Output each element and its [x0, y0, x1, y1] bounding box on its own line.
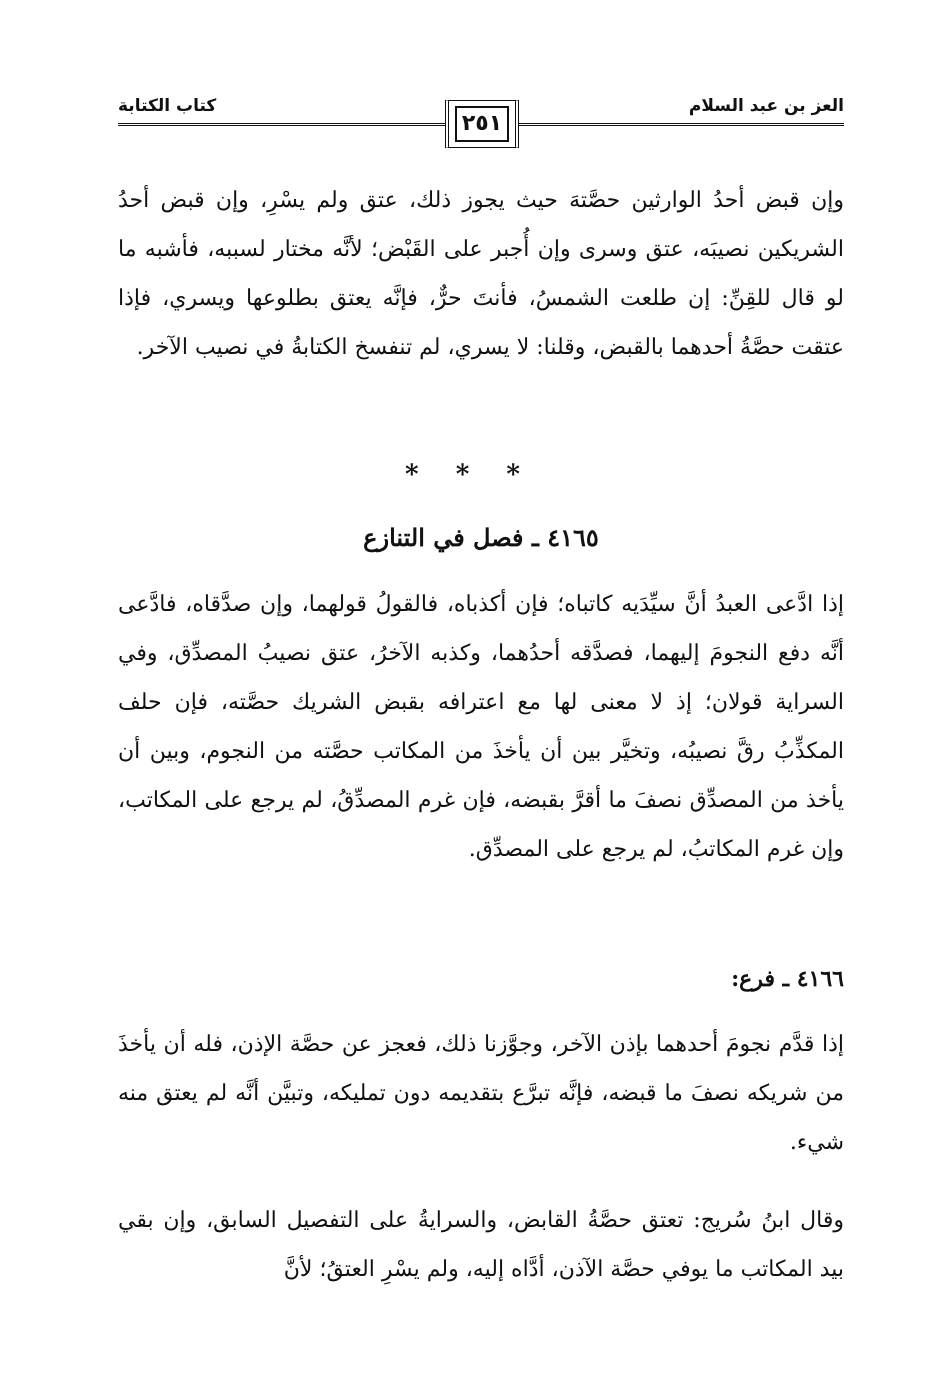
page-number: ٢٥١: [455, 106, 509, 142]
paragraph-3: إذا قدَّم نجومَ أحدهما بإذن الآخر، وجوَّزنا ذلك، فعجز عن حصَّة الإذن، فله أن يأخذَ من شريكه نصفَ ما قبضه، فإنَّه تبرَّع بتقديمه دون تمليكه، وتبيَّن أنَّه لم يعتق منه شيء.: [118, 1032, 844, 1155]
section-heading: ٤١٦٥ ـ فصل في التنازع: [363, 523, 599, 552]
page-number-frame: [445, 100, 519, 148]
branch-heading: ٤١٦٦ ـ فرع:: [731, 966, 844, 992]
paragraph-4: وقال ابنُ سُريج: تعتق حصَّةُ القابض، والسرايةُ على التفصيل السابق، وإن بقي بيد المكاتب ما يوفي حصَّة الآذن، أدَّاه إليه، ولم يسْرِ العتقُ؛ لأنَّ: [118, 1208, 844, 1282]
section-divider-stars: * * *: [405, 460, 534, 490]
book-title: كتاب الكتابة: [118, 96, 217, 116]
author-title: العز بن عبد السلام: [688, 96, 844, 116]
paragraph-2: إذا ادَّعى العبدُ أنَّ سيِّدَيه كاتباه؛ فإن أكذباه، فالقولُ قولهما، وإن صدَّقاه، فادَّعى أنَّه دفع النجومَ إليهما، فصدَّقه أحدُهما، وكذبه الآخرُ، عتق نصيبُ المصدِّق، وفي السراية قولان؛ إذ لا معنى لها مع اعترافه بقبض الشريك حصَّته، فإن حلف المكذِّبُ رقَّ نصيبُه، وتخيَّر بين أن يأخذَ من المكاتب حصَّته من النجوم، وبين أن يأخذ من المصدِّق نصفَ ما أقرَّ بقبضه، فإن غرم المصدِّقُ، لم يرجع على المكاتب، وإن غرم المكاتبُ، لم يرجع على المصدِّق.: [118, 592, 844, 862]
paragraph-1: وإن قبض أحدُ الوارثين حصَّتهَ حيث يجوز ذلك، عتق ولم يسْرِ، وإن قبض أحدُ الشريكين نصيبَه، عتق وسرى وإن أُجبر على القَبْض؛ لأنَّه مختار لسببه، فأشبه ما لو قال للقِنِّ: إن طلعت الشمسُ، فأنتَ حرٌّ، فإنَّه يعتق بطلوعها ويسري، فإذا عتقت حصَّةُ أحدهما بالقبض، وقلنا: لا يسري، لم تنفسخ الكتابةُ في نصيب الآخر.: [118, 188, 844, 360]
running-header: [118, 96, 844, 156]
